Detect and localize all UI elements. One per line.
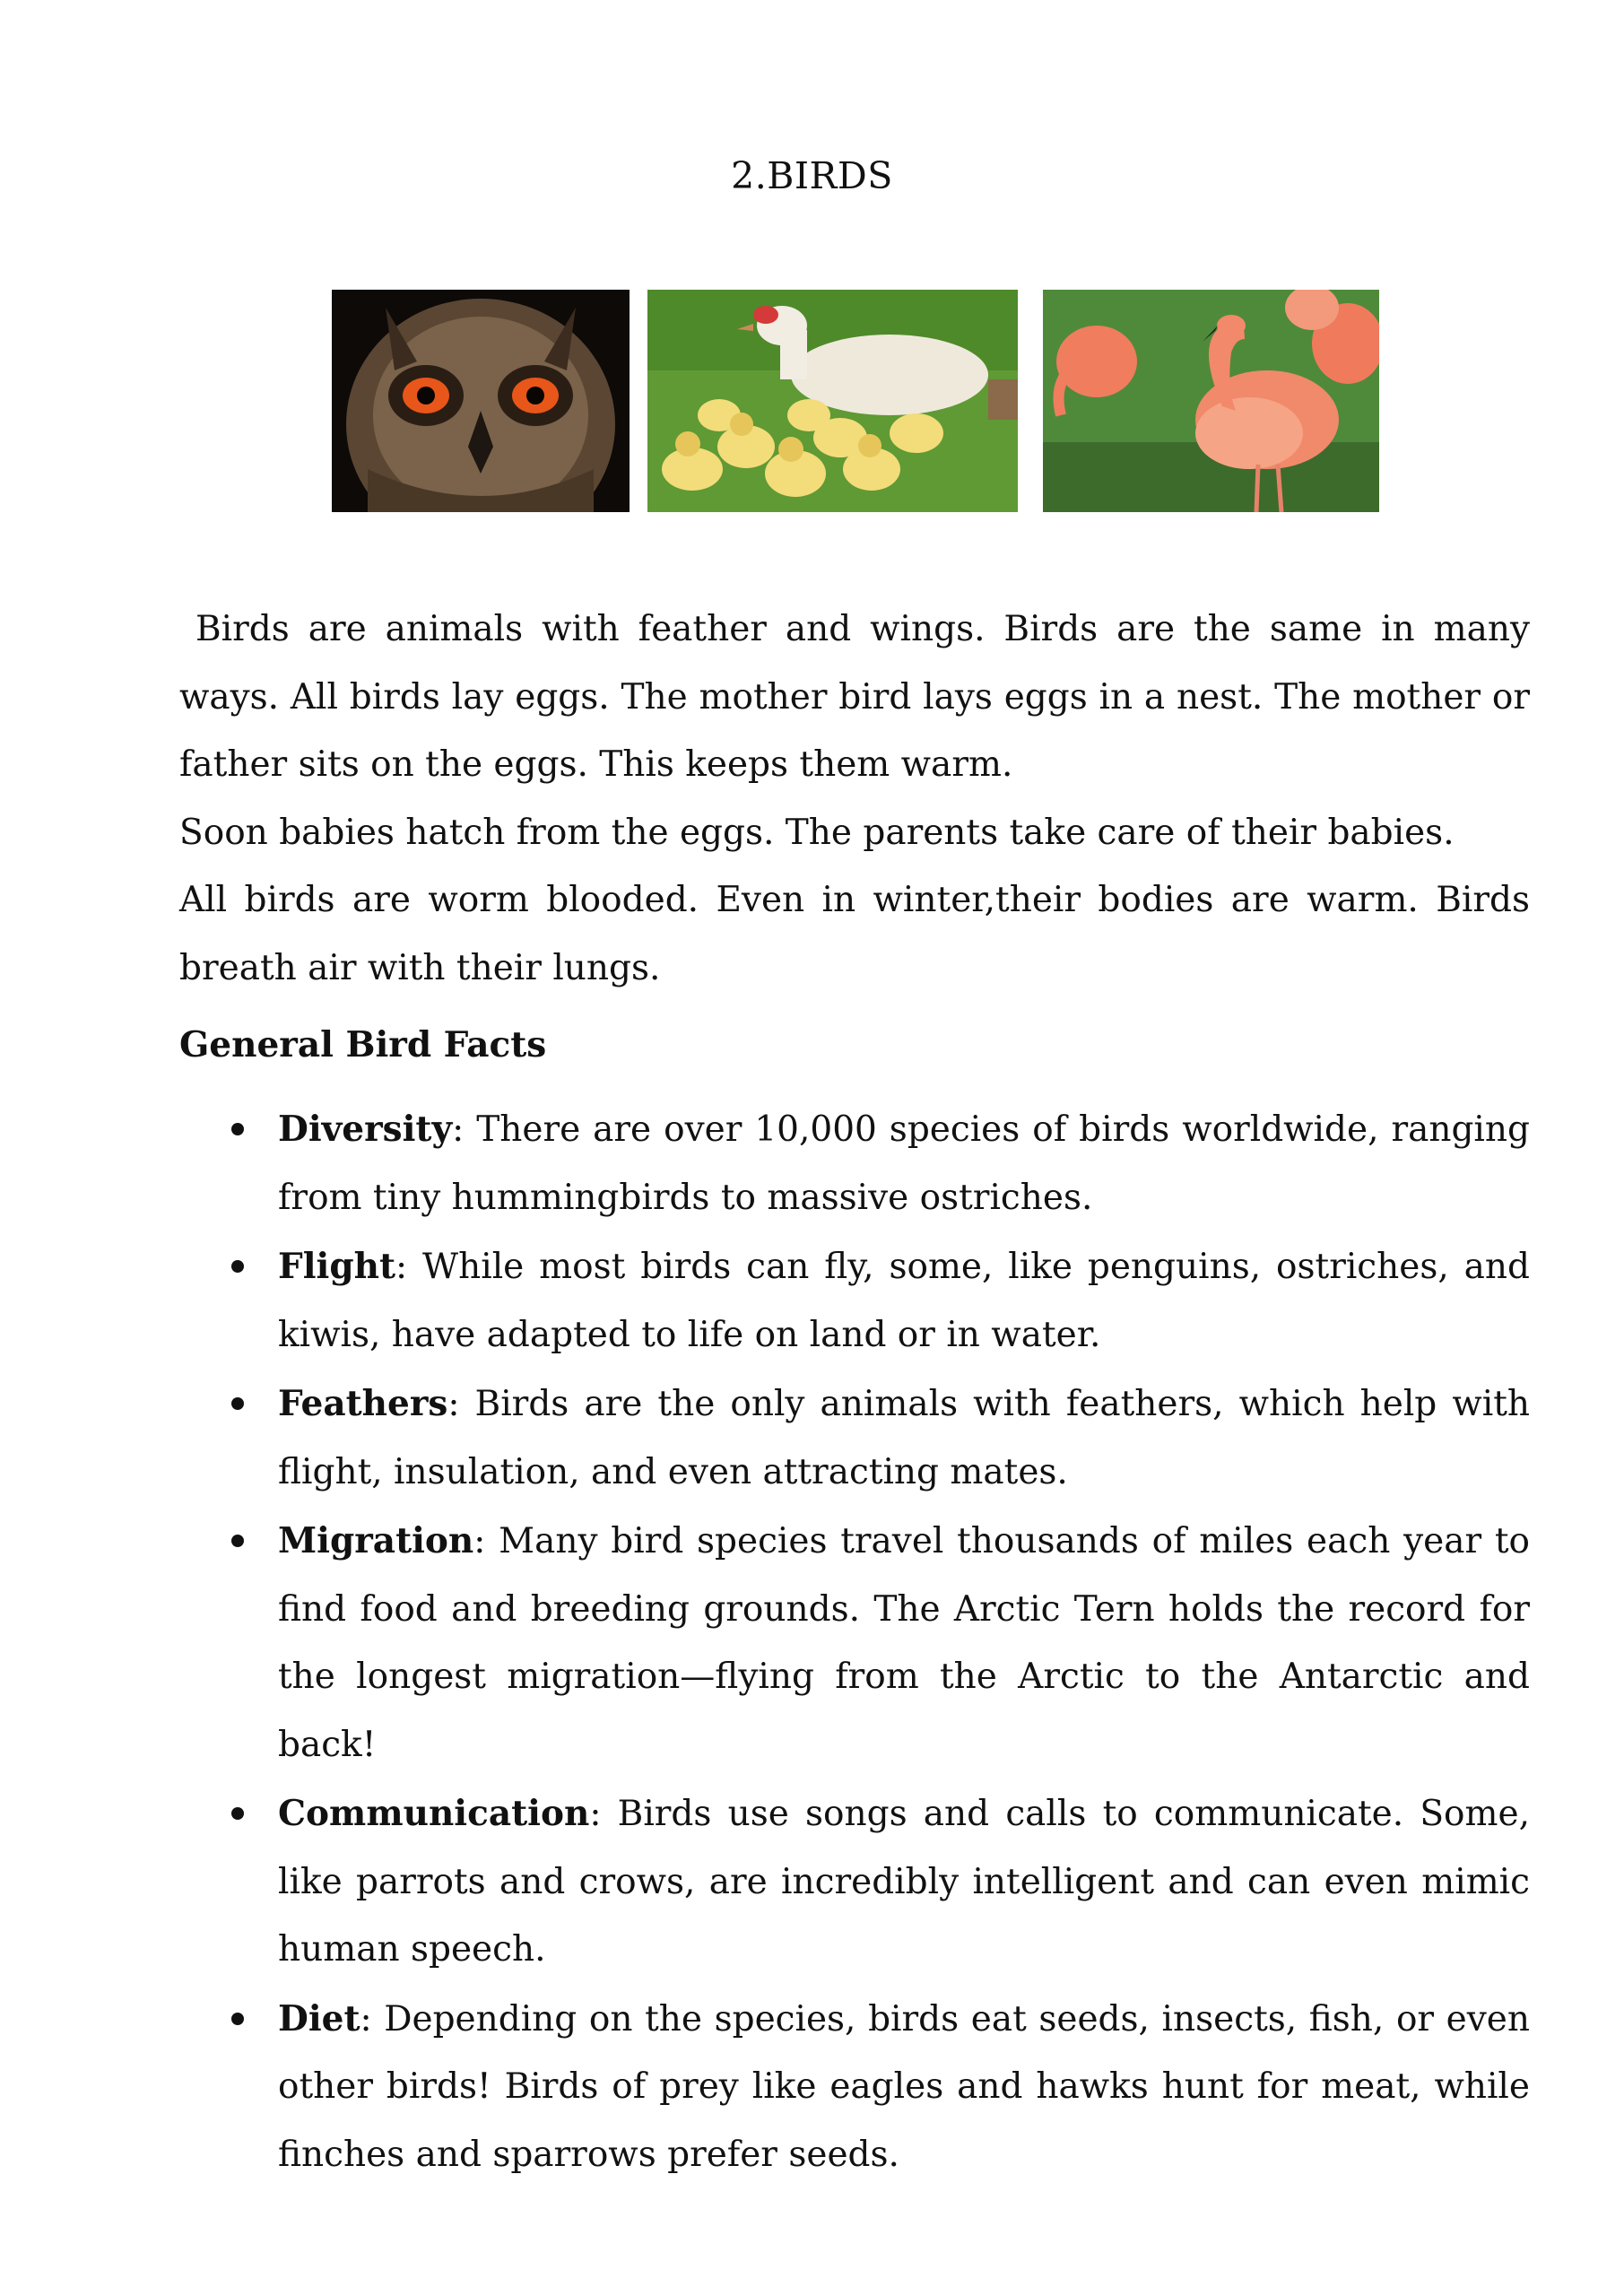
intro-paragraph-1: Birds are animals with feather and wings. Birds are the same in many ways. All birds lay eggs. The mother bird lays eggs in a nest. The mother or father sits on the eggs. This keeps them warm. <box>179 609 1530 785</box>
fact-term: Diversity <box>278 1109 453 1150</box>
fact-text: : Many bird species travel thousands of miles each year to find food and breeding grounds. The Arctic Tern holds the record for the longest migration—flying from the Arctic to the Antarctic and back! <box>278 1521 1530 1765</box>
fact-term: Feathers <box>278 1383 448 1424</box>
intro-paragraph-3: All birds are worm blooded. Even in winter,their bodies are warm. Birds breath air with their lungs. <box>179 880 1530 988</box>
fact-text: : While most birds can fly, some, like penguins, ostriches, and kiwis, have adapted to life on land or in water. <box>278 1247 1530 1355</box>
bullet-icon <box>231 1397 244 1410</box>
bullet-icon <box>231 2013 244 2025</box>
intro-paragraph-2: Soon babies hatch from the eggs. The parents take care of their babies. <box>179 812 1455 853</box>
fact-term: Migration <box>278 1520 474 1561</box>
fact-term: Diet <box>278 1997 360 2039</box>
fact-text: : Depending on the species, birds eat seeds, insects, fish, or even other birds! Birds of prey like eagles and hawks hunt for meat, while finches and sparrows prefer seeds. <box>278 1998 1530 2175</box>
bullet-icon <box>231 1260 244 1273</box>
page-title: 2.BIRDS <box>731 154 893 197</box>
list-item <box>179 1508 1530 1779</box>
owl-photo <box>332 290 630 512</box>
duck-with-ducklings-photo <box>647 290 1018 512</box>
fact-term: Flight <box>278 1246 395 1287</box>
fact-text: : There are over 10,000 species of birds worldwide, ranging from tiny hummingbirds to massive ostriches. <box>278 1109 1530 1218</box>
fact-term: Communication <box>278 1793 590 1834</box>
bullet-icon <box>231 1535 244 1547</box>
flamingos-photo <box>1043 290 1379 512</box>
facts-heading: General Bird Facts <box>179 1024 547 1065</box>
list-item <box>179 1233 1530 1369</box>
list-item <box>179 1986 1530 2189</box>
list-item <box>179 1780 1530 1984</box>
list-item <box>179 1096 1530 1231</box>
facts-list <box>179 1096 1530 2190</box>
fact-text: : Birds use songs and calls to communicate. Some, like parrots and crows, are incredibly intelligent and can even mimic human speech. <box>278 1794 1530 1970</box>
bullet-icon <box>231 1807 244 1820</box>
intro-text <box>179 596 1530 1002</box>
bullet-icon <box>231 1123 244 1135</box>
list-item <box>179 1370 1530 1506</box>
fact-text: : Birds are the only animals with feathers, which help with flight, insulation, and even attracting mates. <box>278 1384 1530 1492</box>
